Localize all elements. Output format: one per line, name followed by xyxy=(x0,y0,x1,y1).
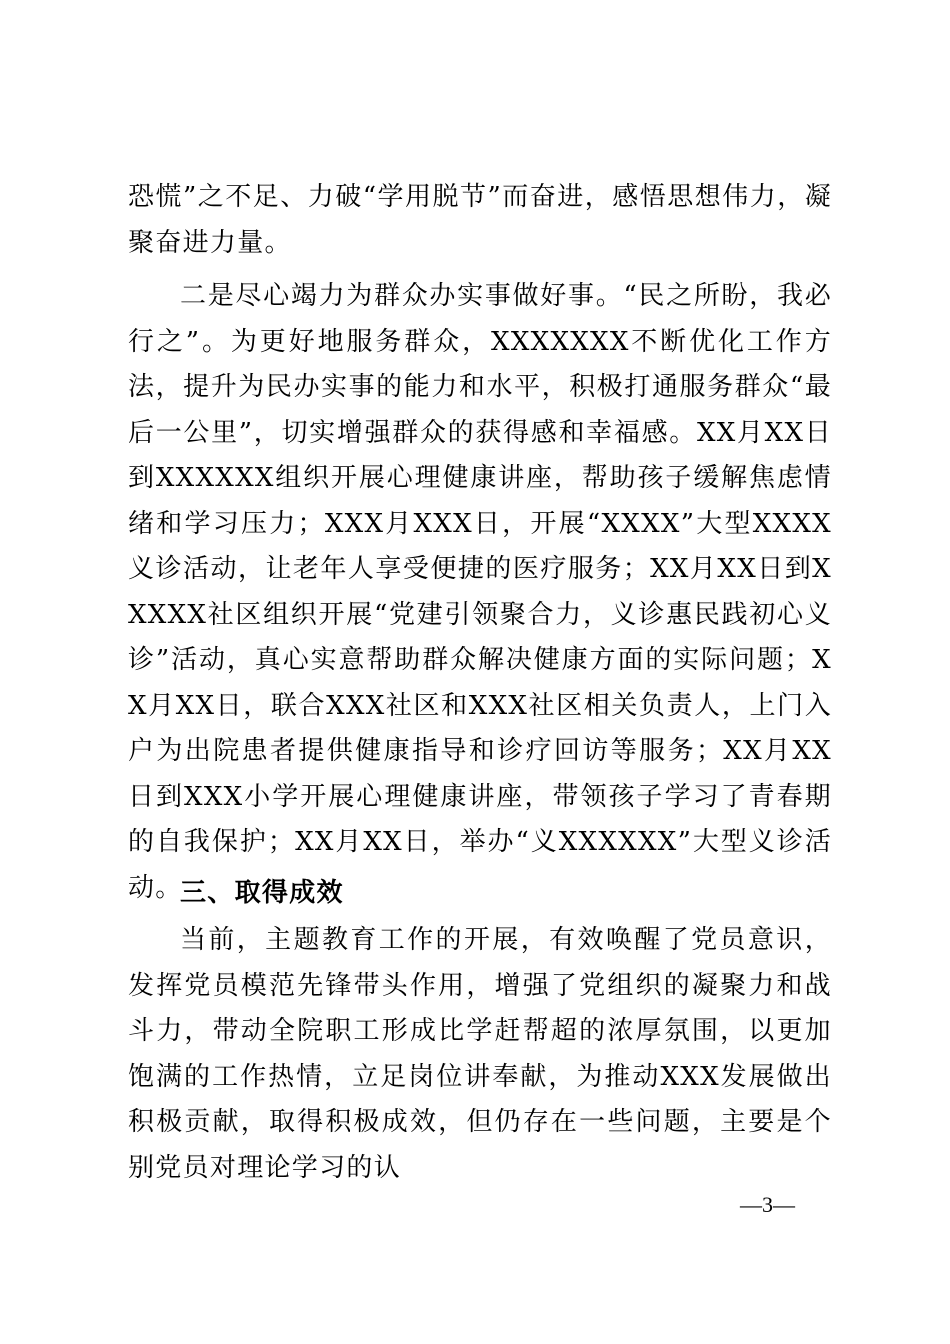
paragraph-results: 当前，主题教育工作的开展，有效唤醒了党员意识，发挥党员模范先锋带头作用，增强了党组织的凝聚力和战斗力，带动全院职工形成比学赶帮超的浓厚氛围，以更加饱满的工作热情，立足岗位讲奉献，为推动XXX发展做出积极贡献，取得积极成效，但仍存在一些问题，主要是个别党员对理论学习的认 xyxy=(128,925,832,1183)
section-heading: 三、取得成效 xyxy=(180,878,344,908)
page-number: —3— xyxy=(740,1192,795,1217)
paragraph-continued: 恐慌”之不足、力破“学用脱节”而奋进，感悟思想伟力，凝聚奋进力量。 xyxy=(128,182,832,258)
paragraph-service-work: 二是尽心竭力为群众办实事做好事。“民之所盼，我必行之”。为更好地服务群众，XXXXXXX不断优化工作方法，提升为民办实事的能力和水平，积极打通服务群众“最后一公里”，切实增强群众的获得感和幸福感。XX月XX日到XXXXXX组织开展心理健康讲座，帮助孩子缓解焦虑情绪和学习压力；XXX月XXX日，开展“XXXX”大型XXXX义诊活动，让老年人享受便捷的医疗服务；XX月XX日到XXXXX社区组织开展“党建引领聚合力，义诊惠民践初心义诊”活动，真心实意帮助群众解决健康方面的实际问题；XX月XX日，联合XXX社区和XXX社区相关负责人，上门入户为出院患者提供健康指导和诊疗回访等服务；XX月XX日到XXX小学开展心理健康讲座，带领孩子学习了青春期的自我保护；XX月XX日，举办“义XXXXXX”大型义诊活动。 xyxy=(128,281,832,903)
